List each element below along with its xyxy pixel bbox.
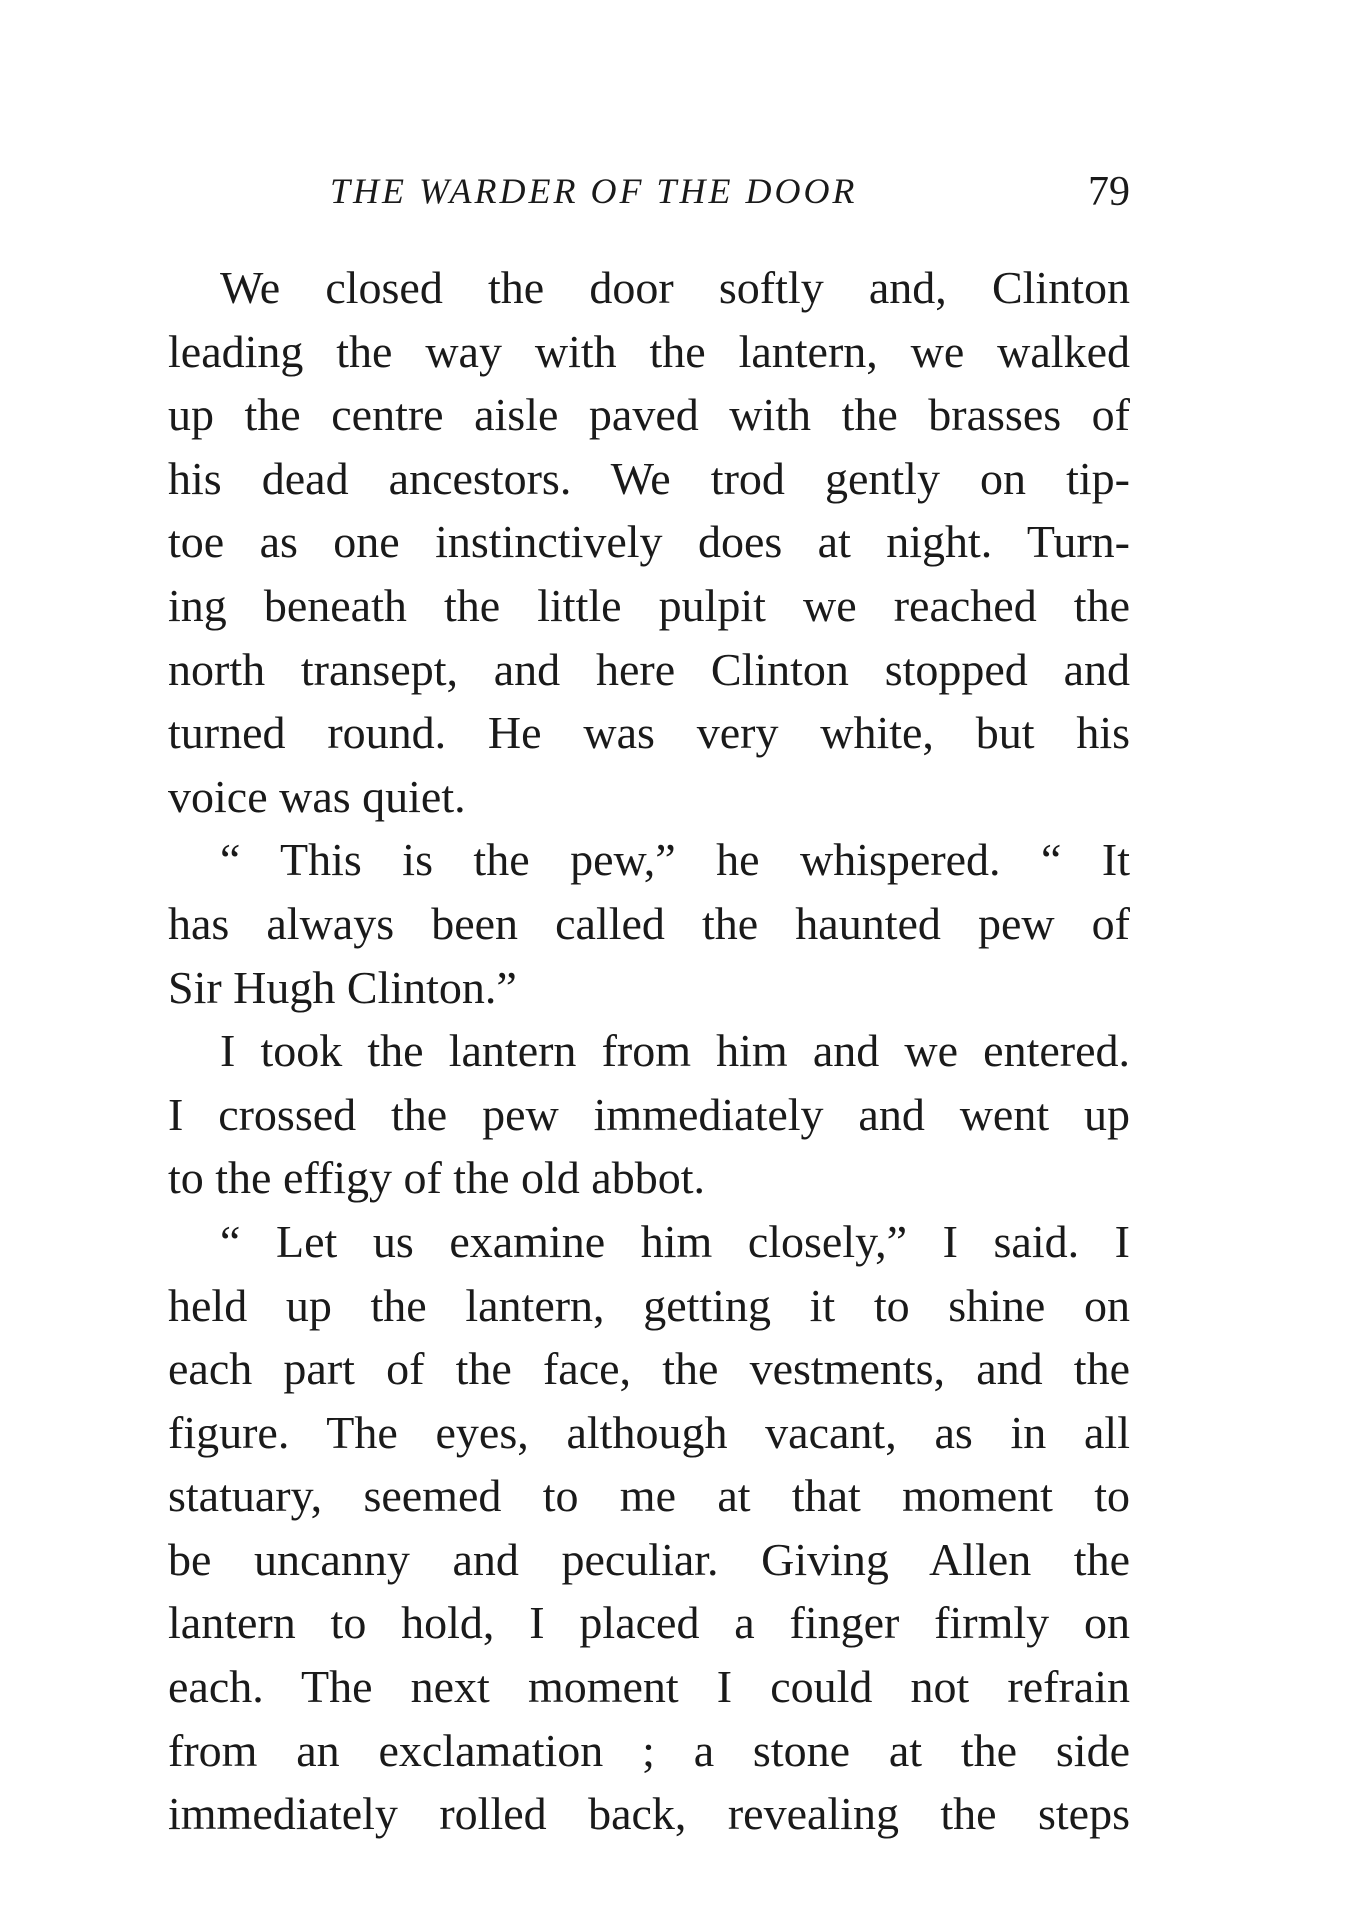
- text-line: has always been called the haunted pew of: [168, 897, 1130, 949]
- text-line: Sir Hugh Clinton.”: [168, 961, 517, 1013]
- text-line: statuary, seemed to me at that moment to: [168, 1470, 1130, 1522]
- text-line: up the centre aisle paved with the brasses of: [168, 389, 1130, 441]
- page-number: 79: [1088, 169, 1130, 215]
- text-line: leading the way with the lantern, we walked: [168, 325, 1130, 377]
- text-line: lantern to hold, I placed a finger firmly on: [168, 1597, 1130, 1649]
- text-line: voice was quiet.: [168, 770, 466, 822]
- text-line: “ Let us examine him closely,” I said. I: [220, 1215, 1130, 1267]
- running-title: THE WARDER OF THE DOOR: [330, 171, 858, 211]
- text-line: turned round. He was very white, but his: [168, 707, 1130, 759]
- text-line: each part of the face, the vestments, and the: [168, 1343, 1130, 1395]
- text-line: toe as one instinctively does at night. Turn-: [168, 516, 1130, 568]
- text-line: held up the lantern, getting it to shine on: [168, 1279, 1130, 1331]
- text-line: I crossed the pew immediately and went up: [168, 1088, 1130, 1140]
- page-header: [330, 170, 1130, 230]
- text-line: each. The next moment I could not refrain: [168, 1661, 1130, 1713]
- text-line: to the effigy of the old abbot.: [168, 1152, 705, 1204]
- text-line: north transept, and here Clinton stopped and: [168, 643, 1130, 695]
- text-line: be uncanny and peculiar. Giving Allen the: [168, 1533, 1130, 1585]
- text-line: ing beneath the little pulpit we reached the: [168, 579, 1130, 631]
- text-line: We closed the door softly and, Clinton: [220, 262, 1130, 313]
- text-line: I took the lantern from him and we entered.: [220, 1025, 1130, 1077]
- text-line: immediately rolled back, revealing the steps: [168, 1788, 1130, 1840]
- text-line: “ This is the pew,” he whispered. “ It: [220, 834, 1130, 886]
- body-text: [168, 256, 1130, 1846]
- text-line: figure. The eyes, although vacant, as in all: [168, 1406, 1130, 1458]
- text-line: from an exclamation ; a stone at the side: [168, 1724, 1130, 1776]
- text-line: his dead ancestors. We trod gently on tip-: [168, 452, 1130, 504]
